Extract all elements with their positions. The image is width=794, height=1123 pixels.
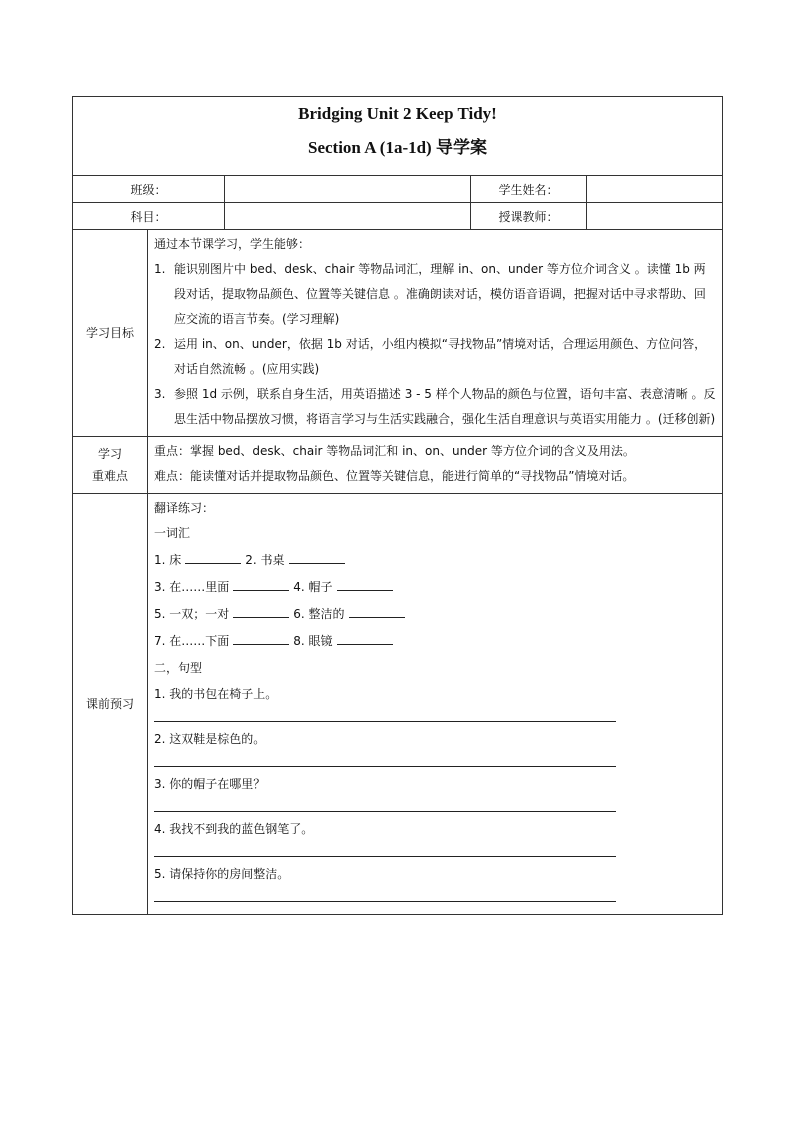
vocab-blank[interactable] bbox=[349, 603, 405, 618]
answer-line[interactable] bbox=[154, 840, 616, 857]
keypoints-label bbox=[73, 437, 148, 494]
title-cell bbox=[73, 97, 723, 176]
sentence-prompt: 3. 你的帽子在哪里？ bbox=[154, 777, 266, 791]
sentence-prompt: 1. 我的书包在椅子上。 bbox=[154, 687, 278, 701]
vocab-blank[interactable] bbox=[233, 630, 289, 645]
preview-content bbox=[148, 494, 723, 915]
sentence-prompt: 2. 这双鞋是棕色的。 bbox=[154, 732, 266, 746]
vocab-heading: 一词汇 bbox=[154, 526, 191, 540]
sentence-heading: 二，句型 bbox=[154, 661, 203, 675]
objective-item bbox=[154, 332, 716, 382]
objectives-content bbox=[148, 230, 723, 437]
objectives-intro: 通过本节课学习，学生能够： bbox=[154, 237, 311, 251]
sentence-prompt: 4. 我找不到我的蓝色钢笔了。 bbox=[154, 822, 314, 836]
objective-number: 3. bbox=[154, 387, 166, 401]
preview-label: 课前预习 bbox=[73, 494, 148, 915]
class-label: 班级： bbox=[73, 176, 225, 203]
sentence-prompt: 5. 请保持你的房间整洁。 bbox=[154, 867, 290, 881]
vocab-blank[interactable] bbox=[337, 630, 393, 645]
objective-text: 运用 in、on、under，依据 1b 对话，小组内模拟“寻找物品”情境对话，合理运用颜色、方位问答，对话自然流畅 。(应用实践) bbox=[174, 337, 707, 376]
class-field[interactable] bbox=[225, 176, 471, 203]
objectives-label: 学习目标 bbox=[73, 230, 148, 437]
subject-label: 科目： bbox=[73, 203, 225, 230]
vocab-blank[interactable] bbox=[185, 549, 241, 564]
keypoints-label-line1: 学习 bbox=[97, 447, 122, 461]
answer-line[interactable] bbox=[154, 705, 616, 722]
vocab-item: 2. 书桌 bbox=[245, 553, 285, 567]
vocab-item: 8. 眼镜 bbox=[293, 634, 333, 648]
answer-line[interactable] bbox=[154, 885, 616, 902]
title-line2: Section A (1a-1d) 导学案 bbox=[308, 138, 487, 157]
title-line1: Bridging Unit 2 Keep Tidy! bbox=[298, 104, 497, 123]
vocab-item: 5. 一双；一对 bbox=[154, 607, 230, 621]
vocab-blank[interactable] bbox=[233, 576, 289, 591]
answer-line[interactable] bbox=[154, 795, 616, 812]
vocab-item: 4. 帽子 bbox=[293, 580, 333, 594]
student-name-field[interactable] bbox=[587, 176, 723, 203]
objective-item bbox=[154, 382, 716, 432]
objective-text: 能识别图片中 bed、desk、chair 等物品词汇，理解 in、on、under 等方位介词含义 。读懂 1b 两段对话，提取物品颜色、位置等关键信息 。准确朗读对话，模仿语音语调，把握对话中寻求帮助、回应交流的语言节奏。(学习理解) bbox=[174, 262, 706, 326]
teacher-label: 授课教师： bbox=[471, 203, 587, 230]
objective-number: 2. bbox=[154, 337, 166, 351]
vocab-item: 1. 床 bbox=[154, 553, 182, 567]
vocab-row bbox=[154, 548, 716, 573]
subject-field[interactable] bbox=[225, 203, 471, 230]
vocab-item: 3. 在……里面 bbox=[154, 580, 230, 594]
difficult-point: 难点：能读懂对话并提取物品颜色、位置等关键信息，能进行简单的“寻找物品”情境对话。 bbox=[154, 469, 635, 483]
teacher-field[interactable] bbox=[587, 203, 723, 230]
vocab-blank[interactable] bbox=[337, 576, 393, 591]
key-point: 重点：掌握 bed、desk、chair 等物品词汇和 in、on、under 等方位介词的含义及用法。 bbox=[154, 444, 635, 458]
keypoints-content bbox=[148, 437, 723, 494]
objective-text: 参照 1d 示例，联系自身生活，用英语描述 3 - 5 样个人物品的颜色与位置，语句丰富、表意清晰 。反思生活中物品摆放习惯，将语言学习与生活实践融合，强化生活自理意识与英语实用能力 。(迁移创新) bbox=[174, 387, 716, 426]
student-name-label: 学生姓名： bbox=[471, 176, 587, 203]
vocab-item: 7. 在……下面 bbox=[154, 634, 230, 648]
vocab-row bbox=[154, 629, 716, 654]
worksheet-table bbox=[72, 96, 723, 915]
vocab-item: 6. 整洁的 bbox=[293, 607, 345, 621]
preview-heading: 翻译练习： bbox=[154, 501, 215, 515]
answer-line[interactable] bbox=[154, 750, 616, 767]
vocab-blank[interactable] bbox=[289, 549, 345, 564]
keypoints-label-line2: 重难点 bbox=[91, 469, 128, 483]
objective-number: 1. bbox=[154, 262, 166, 276]
vocab-blank[interactable] bbox=[233, 603, 289, 618]
vocab-row bbox=[154, 602, 716, 627]
vocab-row bbox=[154, 575, 716, 600]
objective-item bbox=[154, 257, 716, 332]
worksheet bbox=[72, 96, 722, 915]
